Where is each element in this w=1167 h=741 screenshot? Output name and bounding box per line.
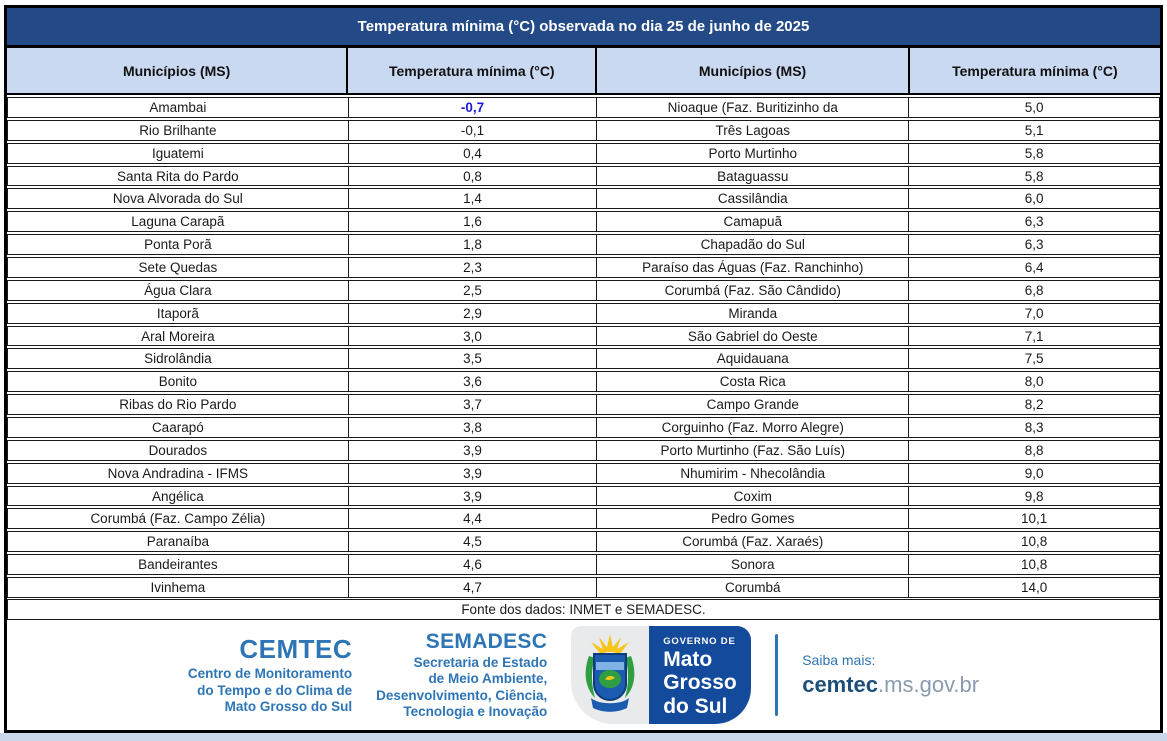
bulletin-table	[4, 5, 1163, 733]
temperature-cell: 1,4	[349, 189, 598, 208]
municipality-cell: Santa Rita do Pardo	[8, 167, 349, 186]
temperature-cell: 6,4	[1024, 259, 1044, 275]
semadesc-line: Tecnologia e Inovação	[403, 704, 548, 720]
table-row	[7, 234, 1160, 255]
temperature-cell: 3,5	[349, 349, 598, 368]
temperature-cell: 3,9	[349, 441, 598, 460]
temperature-cell: 5,8	[1024, 168, 1044, 184]
table-row	[7, 97, 1160, 118]
municipality-cell: Corumbá (Faz. São Cândido)	[597, 281, 909, 300]
governo-ms-logo	[571, 626, 751, 724]
temperature-cell: 2,9	[349, 304, 598, 323]
semadesc-line: de Meio Ambiente,	[428, 671, 548, 687]
header-temperatura-right: Temperatura mínima (°C)	[952, 62, 1118, 79]
semadesc-name: SEMADESC	[425, 630, 548, 654]
municipality-cell: Aquidauana	[597, 349, 909, 368]
municipality-cell: Corguinho (Faz. Morro Alegre)	[597, 418, 909, 437]
cemtec-logo	[188, 634, 352, 715]
temperature-cell: 9,8	[1024, 488, 1044, 504]
temperature-cell: -0,1	[349, 121, 598, 140]
table-body	[7, 95, 1160, 598]
municipality-cell: Ivinhema	[8, 578, 349, 597]
table-row	[7, 577, 1160, 598]
municipality-cell: Angélica	[8, 487, 349, 506]
temperature-cell: 4,6	[349, 555, 598, 574]
header-temperatura-left: Temperatura mínima (°C)	[348, 48, 597, 93]
municipality-cell: Costa Rica	[597, 372, 909, 391]
temperature-cell: 5,1	[1024, 122, 1044, 138]
municipality-cell: Corumbá	[597, 578, 909, 597]
footer	[7, 620, 1160, 730]
temperature-cell: 1,6	[349, 212, 598, 231]
temperature-cell: 3,9	[349, 464, 598, 483]
table-row	[7, 417, 1160, 438]
table-title: Temperatura mínima (°C) observada no dia 25 de junho de 2025	[7, 8, 1160, 48]
grosso-label: Grosso	[663, 671, 737, 695]
municipality-cell: Ponta Porã	[8, 235, 349, 254]
table-row	[7, 440, 1160, 461]
municipality-cell: Itaporã	[8, 304, 349, 323]
temperature-cell: 10,8	[1020, 557, 1048, 573]
temperature-cell: 5,0	[1024, 99, 1044, 115]
temperature-cell: 4,5	[349, 532, 598, 551]
table-header-row	[7, 48, 1160, 95]
temperature-cell: 7,0	[1024, 305, 1044, 321]
municipality-cell: Laguna Carapã	[8, 212, 349, 231]
municipality-cell: Caarapó	[8, 418, 349, 437]
table-row	[7, 554, 1160, 575]
cemtec-url[interactable]	[802, 670, 979, 700]
municipality-cell: Amambai	[8, 98, 349, 117]
temperature-cell: 5,8	[1024, 145, 1044, 161]
municipality-cell: Porto Murtinho	[597, 144, 909, 163]
governo-ms-wordmark	[649, 626, 751, 724]
temperature-cell: 7,1	[1024, 328, 1044, 344]
cemtec-line: do Tempo e do Clima de	[197, 682, 353, 698]
cemtec-url-bold: cemtec	[802, 671, 879, 697]
temperature-cell: 8,0	[1024, 374, 1044, 390]
municipality-cell: Nhumirim - Nhecolândia	[597, 464, 909, 483]
temperature-cell: 8,2	[1024, 397, 1044, 413]
temperature-cell: 3,9	[349, 487, 598, 506]
table-row	[7, 531, 1160, 552]
semadesc-logo	[376, 629, 547, 720]
temperature-cell: 1,8	[349, 235, 598, 254]
temperature-cell: 4,4	[349, 509, 598, 528]
governo-de-label: GOVERNO DE	[663, 636, 736, 647]
source-note: Fonte dos dados: INMET e SEMADESC.	[7, 599, 1160, 620]
table-row	[7, 348, 1160, 369]
ms-coat-of-arms-icon	[571, 626, 649, 724]
temperature-cell: 2,5	[349, 281, 598, 300]
temperature-cell: 3,0	[349, 327, 598, 346]
temperature-cell: 9,0	[1024, 465, 1044, 481]
municipality-cell: Dourados	[8, 441, 349, 460]
temperature-cell: 4,7	[349, 578, 598, 597]
mato-label: Mato	[663, 648, 713, 671]
temperature-cell: 0,8	[349, 167, 598, 186]
temperature-cell: 0,4	[349, 144, 598, 163]
temperature-cell: 6,0	[1024, 191, 1044, 207]
temperature-cell: 14,0	[1020, 579, 1048, 595]
temperature-cell: 3,6	[349, 372, 598, 391]
municipality-cell: Chapadão do Sul	[597, 235, 909, 254]
table-row	[7, 211, 1160, 232]
saiba-mais-label: Saiba mais:	[802, 651, 876, 668]
cemtec-line: Mato Grosso do Sul	[224, 699, 353, 715]
table-row	[7, 371, 1160, 392]
temperature-cell: 8,3	[1024, 419, 1044, 435]
table-row	[7, 394, 1160, 415]
table-row	[7, 463, 1160, 484]
municipality-cell: Paraíso das Águas (Faz. Ranchinho)	[597, 258, 909, 277]
municipality-cell: Iguatemi	[8, 144, 349, 163]
table-row	[7, 486, 1160, 507]
cemtec-url-rest: .ms.gov.br	[878, 671, 980, 697]
municipality-cell: Porto Murtinho (Faz. São Luís)	[597, 441, 909, 460]
table-row	[7, 280, 1160, 301]
municipality-cell: Pedro Gomes	[597, 509, 909, 528]
municipality-cell: Bandeirantes	[8, 555, 349, 574]
header-municipios-right: Municípios (MS)	[597, 48, 909, 93]
municipality-cell: São Gabriel do Oeste	[597, 327, 909, 346]
semadesc-line: Desenvolvimento, Ciência,	[376, 687, 548, 703]
municipality-cell: Sidrolândia	[8, 349, 349, 368]
temperature-cell: 8,8	[1024, 442, 1044, 458]
municipality-cell: Nova Alvorada do Sul	[8, 189, 349, 208]
municipality-cell: Campo Grande	[597, 395, 909, 414]
temperature-cell: 6,3	[1024, 237, 1044, 253]
temperature-cell: 10,1	[1020, 511, 1048, 527]
semadesc-line: Secretaria de Estado	[413, 654, 548, 670]
municipality-cell: Bonito	[8, 372, 349, 391]
municipality-cell: Camapuã	[597, 212, 909, 231]
cemtec-name: CEMTEC	[239, 634, 353, 665]
municipality-cell: Paranaíba	[8, 532, 349, 551]
dosul-label: do Sul	[663, 694, 728, 718]
municipality-cell: Nova Andradina - IFMS	[8, 464, 349, 483]
temperature-cell: 6,3	[1024, 214, 1044, 230]
municipality-cell: Miranda	[597, 304, 909, 323]
footer-divider	[775, 634, 778, 716]
temperature-cell: -0,7	[349, 98, 598, 117]
temperature-cell: 2,3	[349, 258, 598, 277]
page-background-strip	[0, 733, 1167, 741]
temperature-cell: 7,5	[1024, 351, 1044, 367]
table-row	[7, 143, 1160, 164]
temperature-cell: 3,7	[349, 395, 598, 414]
table-row	[7, 508, 1160, 529]
table-row	[7, 188, 1160, 209]
municipality-cell: Cassilândia	[597, 189, 909, 208]
table-row	[7, 326, 1160, 347]
temperature-cell: 10,8	[1020, 534, 1048, 550]
temperature-cell: 3,8	[349, 418, 598, 437]
cemtec-line: Centro de Monitoramento	[187, 666, 353, 682]
municipality-cell: Sonora	[597, 555, 909, 574]
municipality-cell: Aral Moreira	[8, 327, 349, 346]
municipality-cell: Coxim	[597, 487, 909, 506]
municipality-cell: Ribas do Rio Pardo	[8, 395, 349, 414]
table-row	[7, 257, 1160, 278]
municipality-cell: Rio Brilhante	[8, 121, 349, 140]
table-row	[7, 303, 1160, 324]
municipality-cell: Sete Quedas	[8, 258, 349, 277]
table-row	[7, 120, 1160, 141]
saiba-mais-block	[802, 651, 979, 700]
municipality-cell: Corumbá (Faz. Xaraés)	[597, 532, 909, 551]
municipality-cell: Três Lagoas	[597, 121, 909, 140]
temperature-cell: 6,8	[1024, 282, 1044, 298]
municipality-cell: Água Clara	[8, 281, 349, 300]
municipality-cell: Nioaque (Faz. Buritizinho da	[597, 98, 909, 117]
table-row	[7, 166, 1160, 187]
municipality-cell: Corumbá (Faz. Campo Zélia)	[8, 509, 349, 528]
municipality-cell: Bataguassu	[597, 167, 909, 186]
header-municipios-left: Municípios (MS)	[7, 48, 348, 93]
